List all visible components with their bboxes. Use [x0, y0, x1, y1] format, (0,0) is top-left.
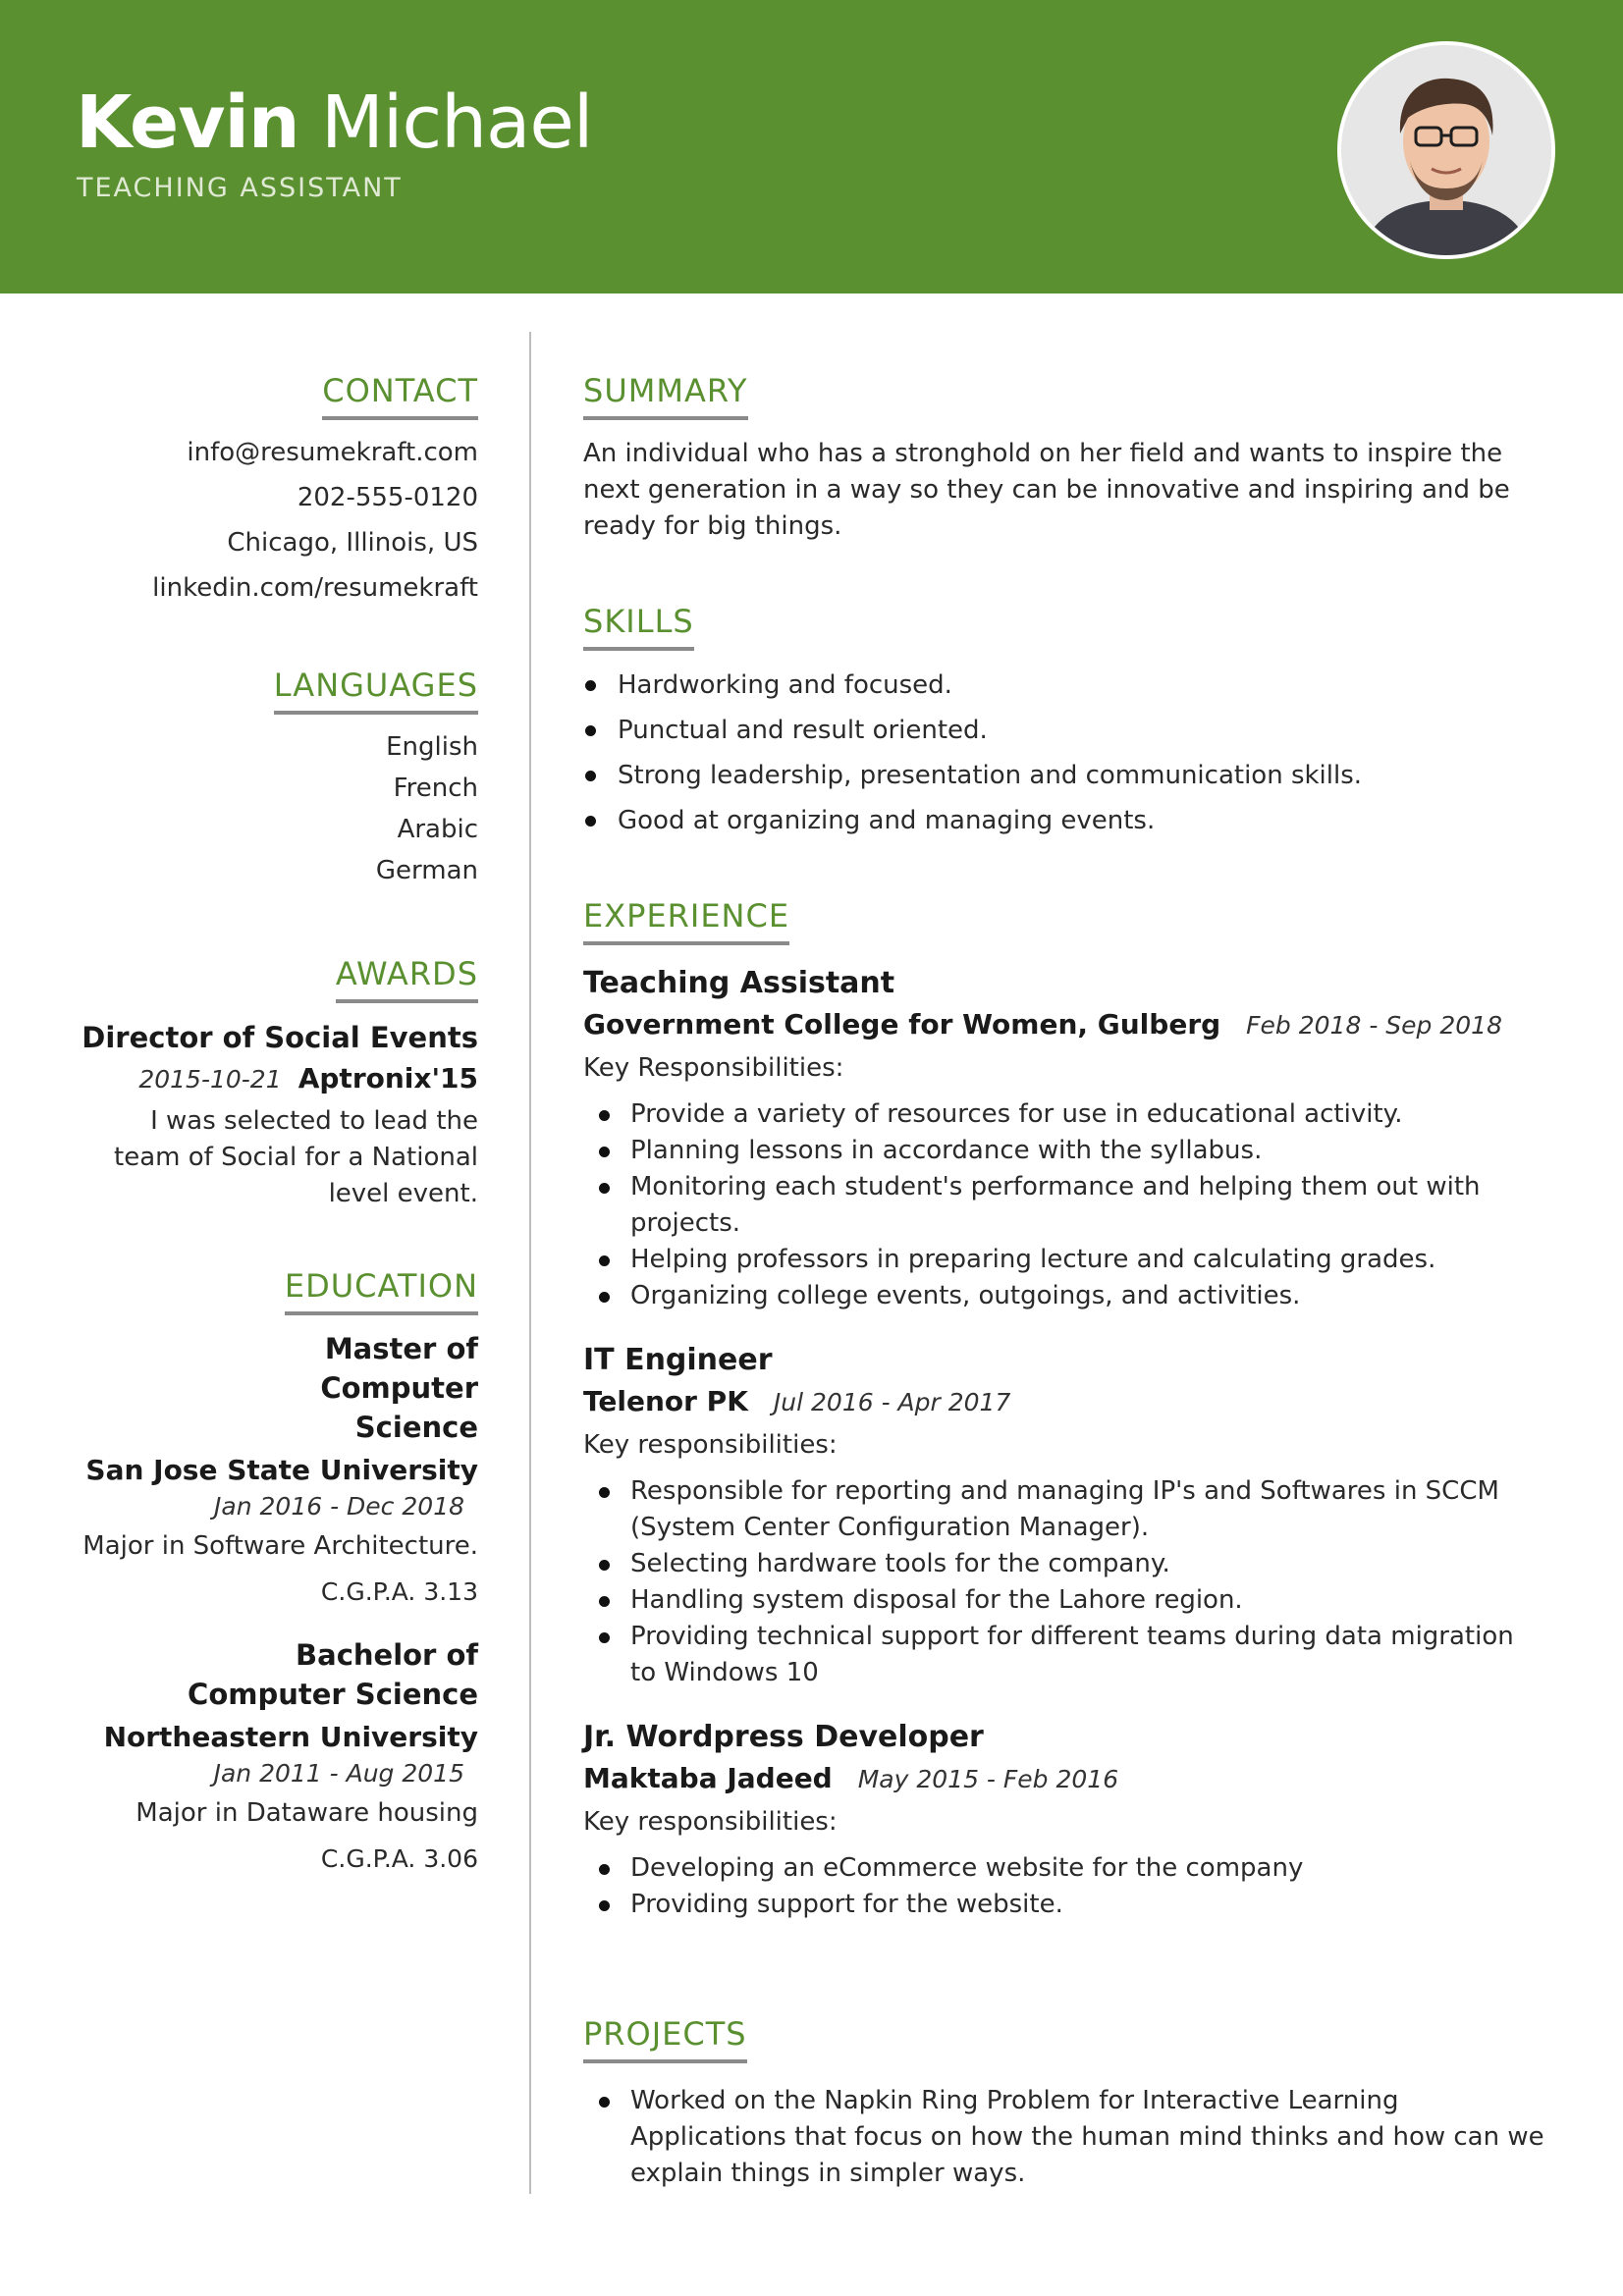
candidate-name: [76, 79, 592, 167]
education-dates: Jan 2016 - Dec 2018: [214, 1492, 464, 1521]
language-item: French: [393, 774, 478, 803]
awards-section: [59, 954, 478, 1212]
responsibility-item: Providing technical support for different teams during data migration to Windows 10: [583, 1619, 1526, 1691]
experience-dates: Jul 2016 - Apr 2017: [773, 1388, 1011, 1416]
experience-meta: [583, 1004, 1565, 1049]
award-org: Aptronix'15: [298, 1062, 478, 1095]
experience-heading: EXPERIENCE: [583, 896, 789, 945]
experience-meta: [583, 1758, 1565, 1803]
responsibilities-label: Key Responsibilities:: [583, 1053, 844, 1083]
award-description: I was selected to lead the team of Social for a National level event.: [114, 1106, 478, 1208]
experience-section: [583, 896, 1565, 1923]
summary-heading: SUMMARY: [583, 371, 748, 420]
school: San Jose State University: [85, 1454, 478, 1486]
projects-heading: PROJECTS: [583, 2014, 747, 2063]
skill-item: Punctual and result oriented.: [583, 708, 1565, 753]
language-item: Arabic: [397, 815, 478, 844]
degree: Bachelor of Computer Science: [188, 1638, 478, 1711]
responsibility-item: Providing support for the website.: [583, 1887, 1526, 1923]
skills-section: [583, 602, 1565, 843]
experience-company: Government College for Women, Gulberg: [583, 1008, 1221, 1041]
contact-phone[interactable]: 202-555-0120: [297, 483, 478, 512]
project-item: Worked on the Napkin Ring Problem for Interactive Learning Applications that focus on how the human mind thinks and how can we explain things in simpler ways.: [583, 2083, 1555, 2192]
job-title: TEACHING ASSISTANT: [77, 173, 403, 203]
experience-meta: [583, 1381, 1565, 1426]
experience-title: IT Engineer: [583, 1343, 773, 1377]
contact-email[interactable]: info@resumekraft.com: [187, 438, 478, 467]
portrait-illustration: [1341, 45, 1551, 255]
responsibility-item: Selecting hardware tools for the company.: [583, 1546, 1526, 1582]
award-item: [59, 1017, 478, 1212]
summary-text: An individual who has a stronghold on her field and wants to inspire the next generation in a way so they can be innovative and inspiring and be ready for big things.: [583, 439, 1510, 541]
experience-item: [583, 1340, 1565, 1691]
responsibility-item: Helping professors in preparing lecture and calculating grades.: [583, 1242, 1526, 1278]
contact-heading: CONTACT: [322, 371, 478, 420]
responsibility-item: Planning lessons in accordance with the syllabus.: [583, 1133, 1526, 1169]
responsibility-item: Handling system disposal for the Lahore region.: [583, 1582, 1526, 1619]
last-name: Michael: [321, 80, 593, 165]
experience-item: [583, 963, 1565, 1314]
experience-item: [583, 1717, 1565, 1923]
language-item: English: [386, 732, 478, 762]
first-name: Kevin: [76, 80, 299, 165]
experience-title: Jr. Wordpress Developer: [583, 1720, 984, 1754]
contact-section: [59, 371, 478, 611]
responsibility-item: Monitoring each student's performance and helping them out with projects.: [583, 1169, 1526, 1242]
education-major: Major in Software Architecture.: [82, 1531, 478, 1561]
experience-company: Maktaba Jadeed: [583, 1762, 833, 1794]
contact-location: Chicago, Illinois, US: [227, 528, 478, 558]
education-heading: EDUCATION: [285, 1266, 478, 1315]
responsibilities-label: Key responsibilities:: [583, 1430, 838, 1460]
responsibility-item: Organizing college events, outgoings, and activities.: [583, 1278, 1526, 1314]
profile-photo: [1337, 41, 1555, 259]
education-major: Major in Dataware housing: [135, 1798, 478, 1828]
skill-item: Strong leadership, presentation and communication skills.: [583, 753, 1565, 798]
awards-heading: AWARDS: [336, 954, 478, 1003]
responsibilities-label: Key responsibilities:: [583, 1807, 838, 1837]
experience-title: Teaching Assistant: [583, 966, 895, 1000]
education-dates: Jan 2011 - Aug 2015: [213, 1759, 464, 1788]
award-meta: [59, 1058, 478, 1103]
education-item: [59, 1635, 478, 1877]
summary-section: [583, 371, 1565, 545]
responsibility-item: Provide a variety of resources for use in educational activity.: [583, 1096, 1526, 1133]
award-title: Director of Social Events: [81, 1021, 478, 1054]
education-gpa: C.G.P.A. 3.06: [320, 1844, 478, 1873]
degree: Master of Computer Science: [320, 1332, 478, 1444]
responsibility-item: Developing an eCommerce website for the company: [583, 1850, 1526, 1887]
education-gpa: C.G.P.A. 3.13: [320, 1577, 478, 1606]
skill-item: Hardworking and focused.: [583, 663, 1565, 708]
education-section: [59, 1266, 478, 1877]
school: Northeastern University: [103, 1721, 478, 1753]
experience-dates: May 2015 - Feb 2016: [857, 1765, 1119, 1793]
header-banner: [0, 0, 1623, 294]
language-item: German: [375, 856, 478, 885]
contact-linkedin[interactable]: linkedin.com/resumekraft: [152, 573, 478, 603]
column-divider: [529, 332, 531, 2194]
skill-item: Good at organizing and managing events.: [583, 798, 1565, 843]
award-date: 2015-10-21: [138, 1065, 282, 1094]
skills-heading: SKILLS: [583, 602, 694, 651]
responsibility-item: Responsible for reporting and managing IP's and Softwares in SCCM (System Center Configuration Manager).: [583, 1473, 1526, 1546]
experience-dates: Feb 2018 - Sep 2018: [1246, 1011, 1502, 1040]
projects-section: [583, 2014, 1565, 2192]
experience-company: Telenor PK: [583, 1385, 748, 1417]
education-item: [59, 1329, 478, 1610]
languages-section: [59, 666, 478, 891]
languages-heading: LANGUAGES: [274, 666, 478, 715]
